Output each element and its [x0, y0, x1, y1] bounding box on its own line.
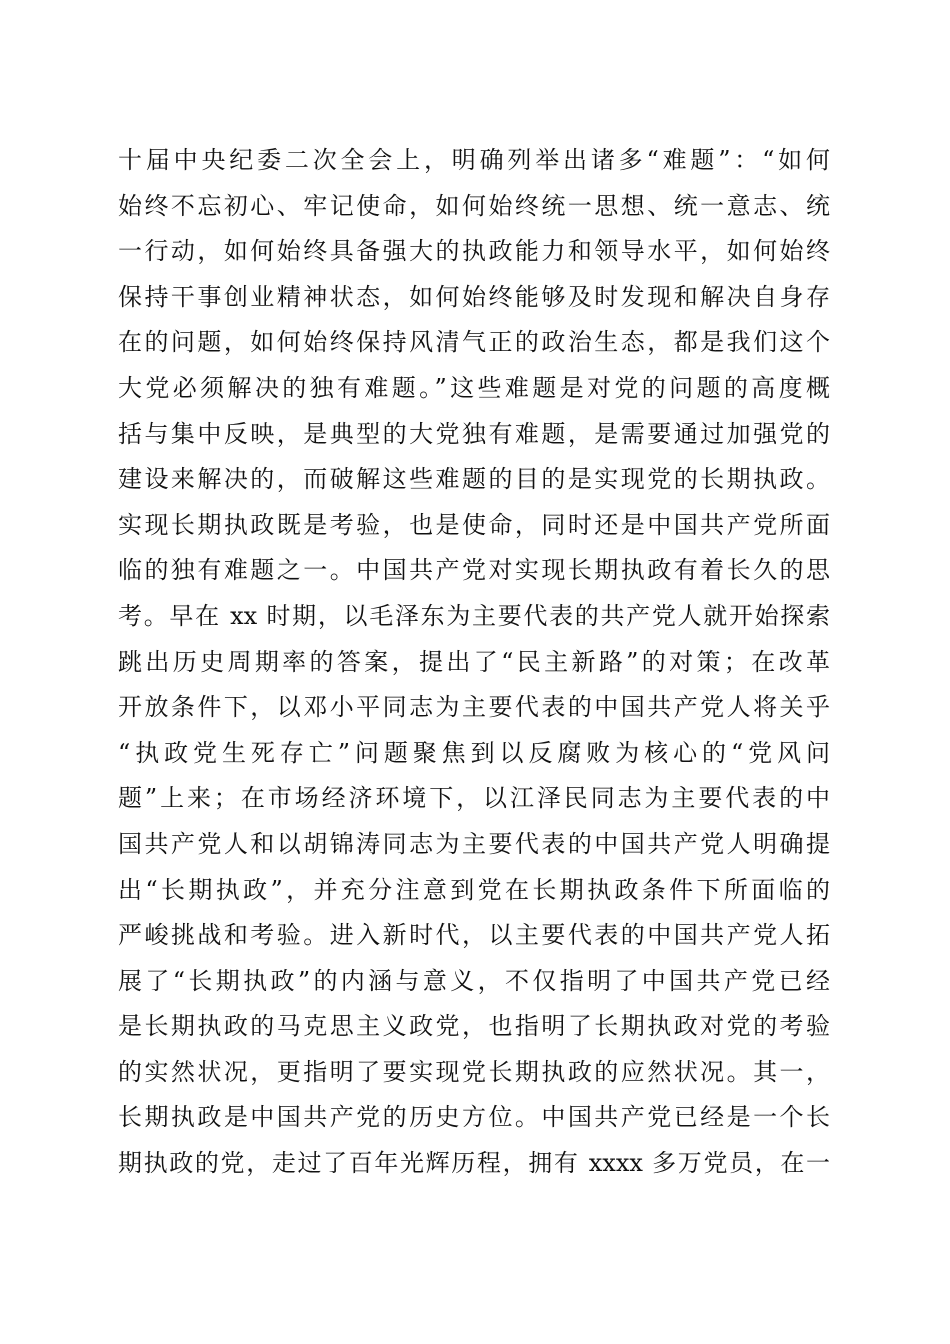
text-line: 括与集中反映，是典型的大党独有难题，是需要通过加强党的 — [118, 419, 830, 448]
text-line: 的实然状况，更指明了要实现党长期执政的应然状况。其一， — [118, 1057, 830, 1086]
text-line: 是长期执政的马克思主义政党，也指明了长期执政对党的考验 — [118, 1012, 830, 1041]
text-line: 展了“长期执政”的内涵与意义，不仅指明了中国共产党已经 — [118, 966, 830, 995]
text-line: 严峻挑战和考验。进入新时代，以主要代表的中国共产党人拓 — [118, 921, 830, 950]
text-line: 题”上来；在市场经济环境下，以江泽民同志为主要代表的中 — [118, 784, 830, 813]
text-line: 在的问题，如何始终保持风清气正的政治生态，都是我们这个 — [118, 328, 830, 357]
text-line: “执政党生死存亡”问题聚焦到以反腐败为核心的“党风问 — [118, 738, 830, 767]
text-line: 建设来解决的，而破解这些难题的目的是实现党的长期执政。 — [118, 465, 830, 494]
text-line: 国共产党人和以胡锦涛同志为主要代表的中国共产党人明确提 — [118, 829, 830, 858]
text-line: 大党必须解决的独有难题。”这些难题是对党的问题的高度概 — [118, 373, 830, 402]
text-line: 跳出历史周期率的答案，提出了“民主新路”的对策；在改革 — [118, 647, 830, 676]
text-line: 实现长期执政既是考验，也是使命，同时还是中国共产党所面 — [118, 510, 830, 539]
text-line: 保持干事创业精神状态，如何始终能够及时发现和解决自身存 — [118, 282, 830, 311]
text-line: 出“长期执政”，并充分注意到党在长期执政条件下所面临的 — [118, 875, 830, 904]
text-line: 临的独有难题之一。中国共产党对实现长期执政有着长久的思 — [118, 556, 830, 585]
text-line: 十届中央纪委二次全会上，明确列举出诸多“难题”：“如何 — [118, 146, 830, 174]
text-line: 考。早在 xx 时期，以毛泽东为主要代表的共产党人就开始探索 — [118, 601, 830, 630]
text-line: 期执政的党，走过了百年光辉历程，拥有 xxxx 多万党员，在一 — [118, 1149, 830, 1178]
text-line: 开放条件下，以邓小平同志为主要代表的中国共产党人将关乎 — [118, 693, 830, 722]
text-line: 始终不忘初心、牢记使命，如何始终统一思想、统一意志、统 — [118, 191, 830, 220]
text-line: 一行动，如何始终具备强大的执政能力和领导水平，如何始终 — [118, 237, 830, 266]
text-line: 长期执政是中国共产党的历史方位。中国共产党已经是一个长 — [118, 1103, 830, 1132]
body-text — [118, 138, 830, 1187]
